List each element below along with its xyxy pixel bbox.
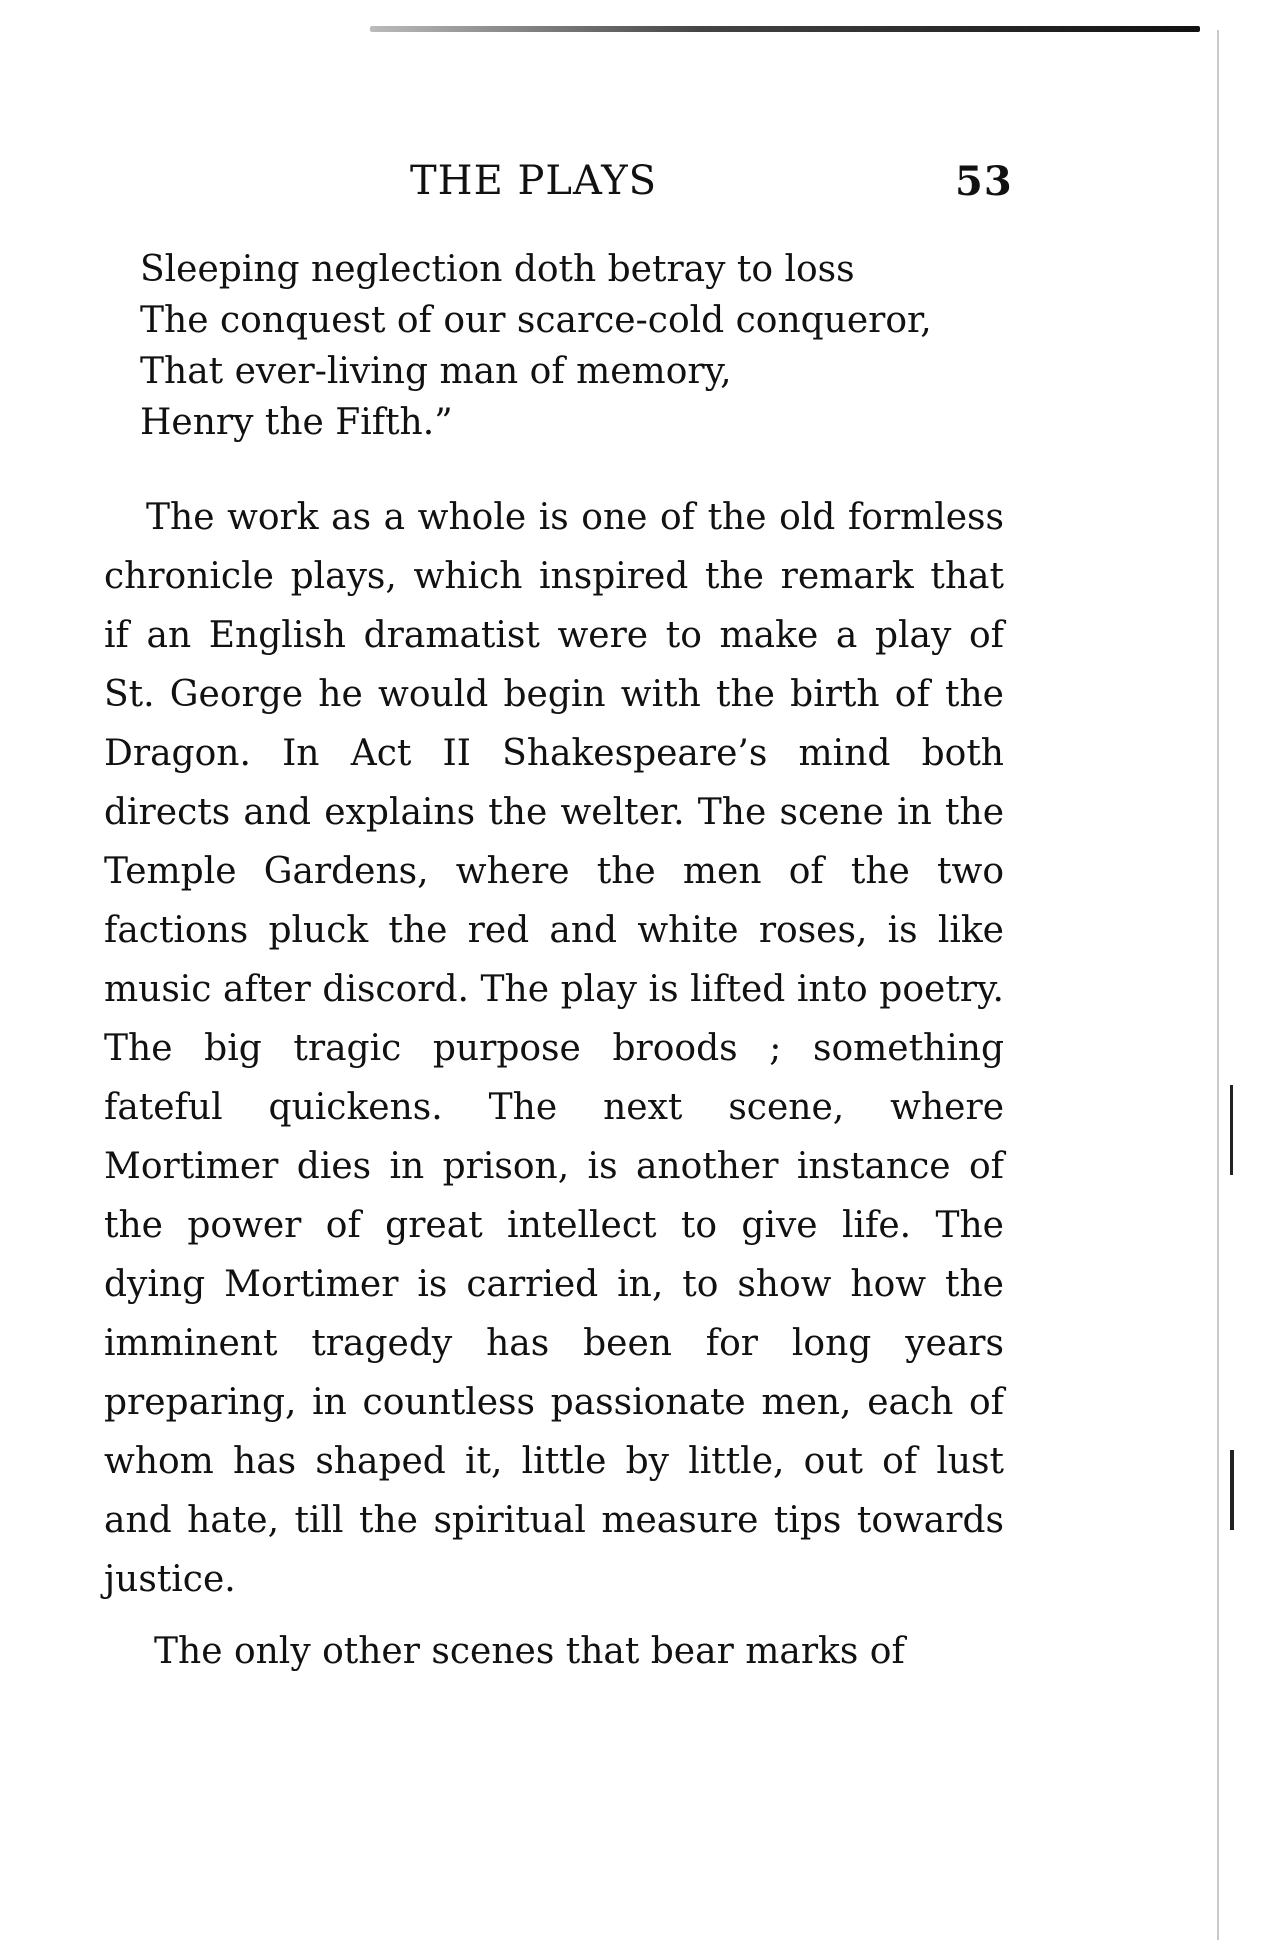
verse-line: Sleeping neglection doth betray to loss bbox=[140, 249, 855, 290]
page-header bbox=[0, 158, 1275, 208]
verse-line: That ever-living man of memory, bbox=[140, 351, 732, 392]
verse-line: Henry the Fifth.” bbox=[140, 402, 453, 443]
margin-mark bbox=[1230, 1085, 1233, 1175]
body-paragraph: The only other scenes that bear marks of bbox=[154, 1631, 905, 1672]
running-title: THE PLAYS bbox=[410, 158, 658, 204]
verse-line: The conquest of our scarce-cold conqueror, bbox=[140, 300, 932, 341]
verse-quotation bbox=[140, 244, 1040, 448]
page-edge bbox=[1217, 30, 1219, 1940]
body-paragraph: The work as a whole is one of the old formless chronicle plays, which inspired the remark that if an English dramatist were to make a play of St. George he would begin with the birth of the Dragon. In Act II Shakespeare’s mind both directs and explains the welter. The scene in the Temple Gardens, where the men of the two factions pluck the red and white roses, is like music after discord. The play is lifted into poetry. The big tragic purpose broods ; something fateful quickens. The next scene, where Mortimer dies in prison, is another instance of the power of great intellect to give life. The dying Mortimer is carried in, to show how the imminent tragedy has been for long years preparing, in countless passionate men, each of whom has shaped it, little by little, out of lust and hate, till the spiritual measure tips towards justice. bbox=[104, 497, 1004, 1600]
margin-mark bbox=[1230, 1450, 1234, 1530]
top-rule bbox=[370, 26, 1200, 32]
page-number: 53 bbox=[955, 158, 1013, 205]
